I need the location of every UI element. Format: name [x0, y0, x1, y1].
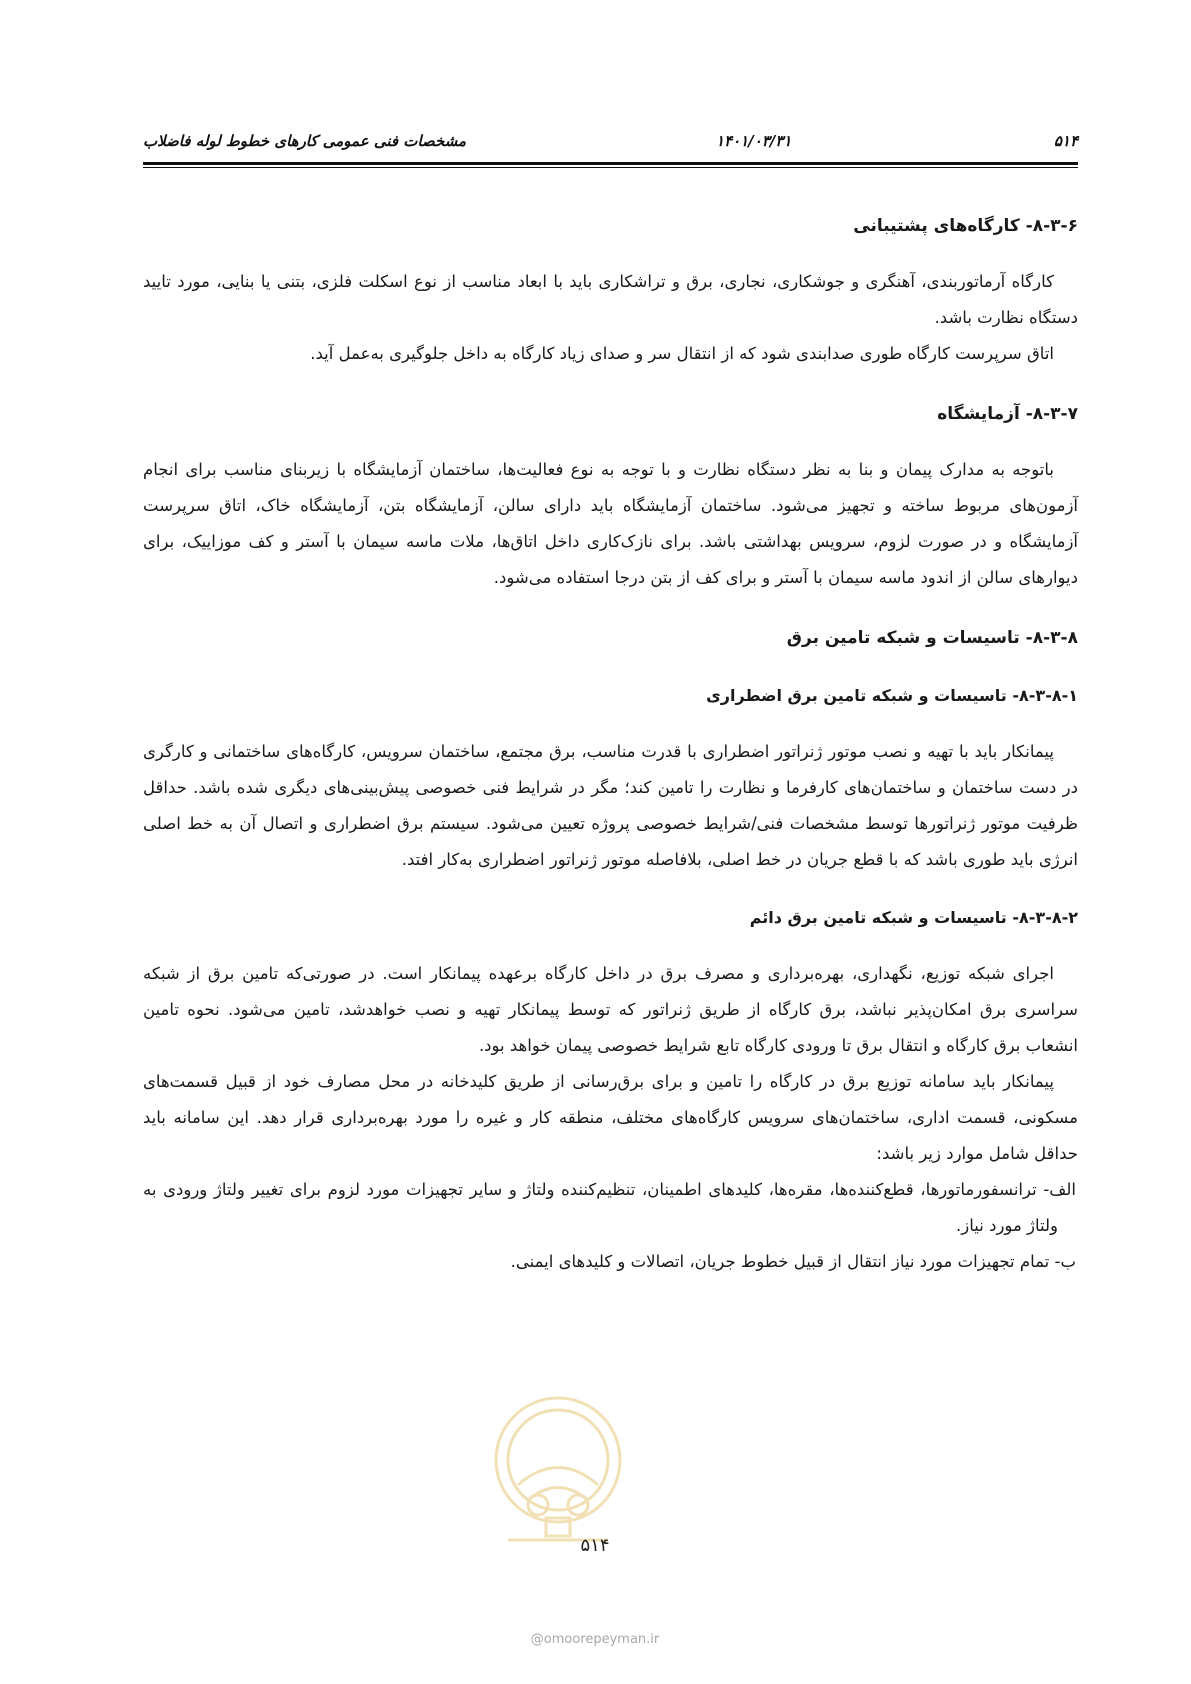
header-date: ۱۴۰۱/۰۳/۳۱: [716, 132, 792, 150]
section-heading-power-supply: ۸-۳-۸- تاسیسات و شبکه تامین برق: [786, 628, 1078, 648]
header-title: مشخصات فنی عمومی کارهای خطوط لوله فاضلاب: [143, 132, 467, 150]
footer-page-number: ۵۱۴: [580, 1535, 610, 1556]
header-rule-thick: [143, 162, 1078, 165]
running-header: [143, 128, 1078, 156]
subsection-heading-permanent-power: ۸-۳-۸-۲- تاسیسات و شبکه تامین برق دائم: [749, 908, 1078, 927]
section-heading-laboratory: ۸-۳-۷- آزمایشگاه: [937, 404, 1078, 424]
list-item: الف- ترانسفورماتورها، قطع‌کننده‌ها، مقره‌ها، کلیدهای اطمینان، تنظیم‌کننده ولتاژ و سایر تجهیزات مورد لزوم برای تغییر ولتاژ ورودی به ولتاژ مورد نیاز.: [143, 1180, 1076, 1235]
header-page-number: ۵۱۴: [1053, 132, 1078, 150]
subsection-heading-emergency-power: ۸-۳-۸-۱- تاسیسات و شبکه تامین برق اضطراری: [706, 686, 1078, 705]
section-heading-support-workshops: ۸-۳-۶- کارگاه‌های پشتیبانی: [853, 216, 1078, 236]
header-rule-thin: [143, 167, 1078, 168]
list-item: ب- تمام تجهیزات مورد نیاز انتقال از قبیل خطوط جریان، اتصالات و کلیدهای ایمنی.: [510, 1252, 1076, 1271]
paragraph: اتاق سرپرست کارگاه طوری صدابندی شود که از انتقال سر و صدای زیاد کارگاه به داخل جلوگیری به‌عمل آید.: [310, 344, 1054, 363]
page-body: [143, 208, 1078, 1280]
paragraph: اجرای شبکه توزیع، نگهداری، بهره‌برداری و مصرف برق در داخل کارگاه برعهده پیمانکار است. در صورتی‌که تامین برق از شبکه سراسری برق امکان‌پذیر نباشد، برق کارگاه از طریق ژنراتور که توسط پیمانکار تهیه و نصب خواهدشد، تامین می‌شود. نحوه تامین انشعاب برق کارگاه و انتقال برق تا ورودی کارگاه تابع شرایط خصوصی پیمان خواهد بود.: [143, 964, 1078, 1055]
paragraph: کارگاه آرماتوربندی، آهنگری و جوشکاری، نجاری، برق و تراشکاری باید با ابعاد مناسب از نوع اسکلت فلزی، بتنی یا بنایی، مورد تایید دستگاه نظارت باشد.: [143, 272, 1078, 327]
paragraph: باتوجه به مدارک پیمان و بنا به نظر دستگاه نظارت و با توجه به نوع فعالیت‌ها، ساختمان آزمایشگاه با زیربنای مناسب برای انجام آزمون‌های مربوط ساخته و تجهیز می‌شود. ساختمان آزمایشگاه باید دارای سالن، آزمایشگاه بتن، آزمایشگاه خاک، اتاق سرپرست آزمایشگاه و در صورت لزوم، سرویس بهداشتی باشد. برای نازک‌کاری داخل اتاق‌ها، ملات ماسه سیمان با آستر و کف موزاییک، برای دیوارهای سالن از اندود ماسه سیمان با آستر و برای کف از بتن درجا استفاده می‌شود.: [143, 460, 1078, 587]
paragraph: پیمانکار باید سامانه توزیع برق در کارگاه را تامین و برای برق‌رسانی از طریق کلیدخانه در محل مصارف خود از قبیل قسمت‌های مسکونی، قسمت اداری، ساختمان‌های سرویس کارگاه‌های مختلف، منطقه کار و غیره را مورد بهره‌برداری قرار دهد. این سامانه باید حداقل شامل موارد زیر باشد:: [143, 1072, 1078, 1163]
watermark-url: @omoorepeyman.ir: [530, 1632, 660, 1647]
paragraph: پیمانکار باید با تهیه و نصب موتور ژنراتور اضطراری با قدرت مناسب، برق مجتمع، ساختمان سرویس، کارگاه‌های ساختمانی و کارگری در دست ساختمان و ساختمان‌های کارفرما و نظارت را تامین کند؛ مگر در شرایط فنی خصوصی پیش‌بینی‌های دیگری شده باشد. حداقل ظرفیت موتور ژنراتورها توسط مشخصات فنی/شرایط خصوصی پروژه تعیین می‌شود. سیستم برق اضطراری و اتصال آن به خط اصلی انرژی باید طوری باشد که با قطع جریان در خط اصلی، بلافاصله موتور ژنراتور اضطراری به‌کار افتد.: [143, 742, 1078, 869]
